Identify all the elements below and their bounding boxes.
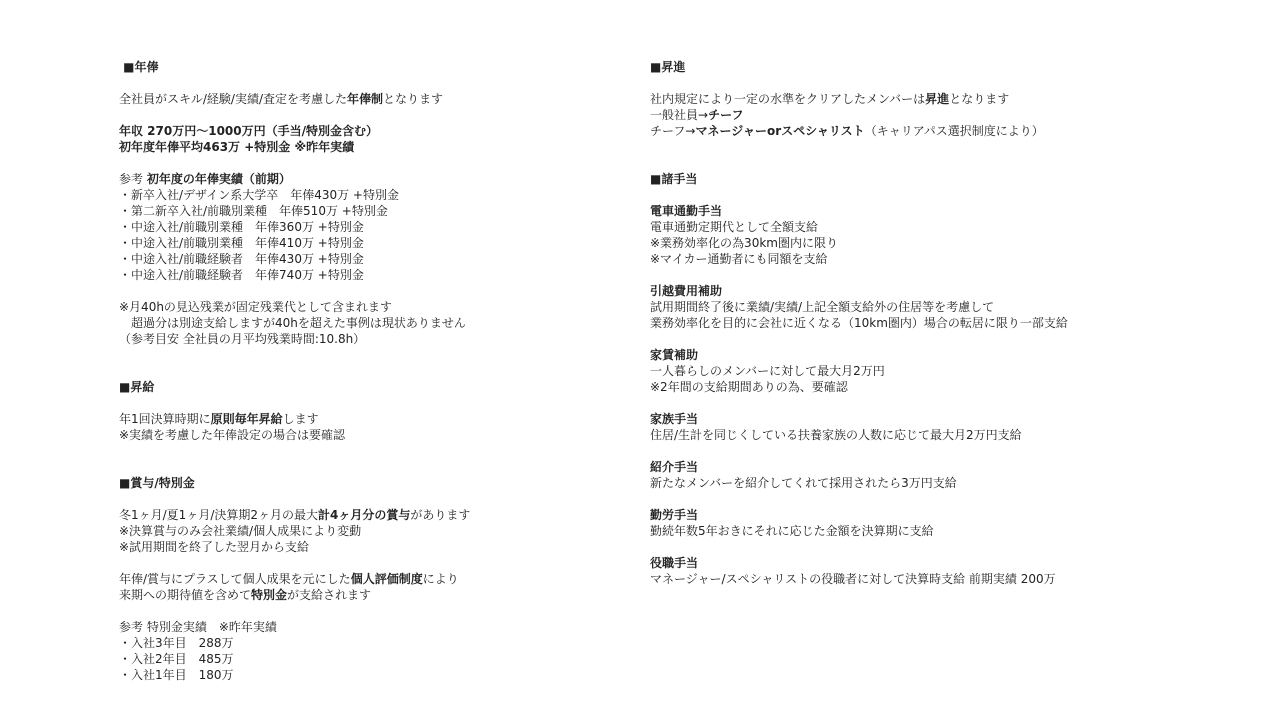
bonus-description: [119, 507, 629, 523]
promotion-text: 社内規定により一定の水準をクリアしたメンバーは: [650, 92, 926, 106]
allowance-moving: [650, 283, 1250, 331]
list-item: ・入社1年目 180万: [119, 668, 234, 682]
left-column: [119, 59, 629, 683]
special-bonus-suffix: が支給されます: [287, 588, 372, 602]
allowance-line: ※マイカー通勤者にも同額を支給: [650, 252, 828, 266]
ref-title-emphasis: 初年度の年俸実績（前期）: [146, 172, 291, 186]
raise-heading: ■昇給: [119, 380, 155, 394]
salary-description: [119, 91, 629, 107]
allowance-line: 住居/生計を同じくしている扶養家族の人数に応じて最大月2万円支給: [650, 428, 1022, 442]
evaluation-emphasis: 個人評価制度: [350, 572, 423, 586]
promotion-description: [650, 91, 1250, 107]
allowance-commute: [650, 203, 1250, 267]
allowance-family: [650, 411, 1250, 443]
special-bonus-emphasis: 特別金: [251, 588, 288, 602]
allowance-service: [650, 507, 1250, 539]
allowance-title: 電車通勤手当: [650, 204, 723, 218]
list-item: ・中途入社/前職別業種 年俸410万 +特別金: [119, 236, 364, 250]
evaluation-text: 年俸/賞与にプラスして個人成果を元にした: [119, 572, 351, 586]
allowance-line: 勤続年数5年おきにそれに応じた金額を決算期に支給: [650, 524, 934, 538]
salary-average: 初年度年俸平均463万 +特別金 ※昨年実績: [119, 140, 355, 154]
salary-reference-title: [119, 171, 629, 187]
path-from: 一般社員→: [650, 108, 709, 122]
allowance-line: 新たなメンバーを紹介してくれて採用されたら3万円支給: [650, 476, 957, 490]
allowance-referral: [650, 459, 1250, 491]
bonus-note: ※決算賞与のみ会社業績/個人成果により変動: [119, 524, 362, 538]
bonus-text: 冬1ヶ月/夏1ヶ月/決算期2ヶ月の最大: [119, 508, 318, 522]
salary-desc-suffix: となります: [383, 92, 444, 106]
path-note: （キャリアパス選択制度により）: [864, 124, 1044, 138]
bonus-emphasis: 計4ヶ月分の賞与: [318, 508, 411, 522]
promotion-emphasis: 昇進: [925, 92, 950, 106]
allowance-title: 役職手当: [650, 556, 699, 570]
salary-desc-text: 全社員がスキル/経験/実績/査定を考慮した: [119, 92, 348, 106]
bonus-suffix: があります: [410, 508, 471, 522]
allowance-line: 一人暮らしのメンバーに対して最大月2万円: [650, 364, 885, 378]
path-to: マネージャーorスペシャリスト: [695, 124, 865, 138]
allowance-line: 電車通勤定期代として全額支給: [650, 220, 819, 234]
bonus-heading: ■賞与/特別金: [119, 476, 195, 490]
raise-suffix: します: [282, 412, 319, 426]
list-item: ・中途入社/前職経験者 年俸430万 +特別金: [119, 252, 364, 266]
list-item: ・中途入社/前職別業種 年俸360万 +特別金: [119, 220, 364, 234]
list-item: ・入社2年目 485万: [119, 652, 234, 666]
path-to: チーフ: [708, 108, 744, 122]
ref-label: 参考: [119, 172, 147, 186]
allowance-position: [650, 555, 1250, 587]
list-item: ・新卒入社/デザイン系大学卒 年俸430万 +特別金: [119, 188, 399, 202]
bonus-note: ※試用期間を終了した翌月から支給: [119, 540, 310, 554]
raise-text: 年1回決算時期に: [119, 412, 211, 426]
list-item: ・第二新卒入社/前職別業種 年俸510万 +特別金: [119, 204, 388, 218]
allowance-title: 引越費用補助: [650, 284, 723, 298]
evaluation-description: [119, 571, 629, 587]
list-item: ・中途入社/前職経験者 年俸740万 +特別金: [119, 268, 364, 282]
allowances-heading: ■諸手当: [650, 172, 698, 186]
allowance-title: 家族手当: [650, 412, 699, 426]
path-from: チーフ→: [650, 124, 696, 138]
allowance-title: 家賃補助: [650, 348, 699, 362]
allowance-line: ※業務効率化の為30km圏内に限り: [650, 236, 838, 250]
raise-emphasis: 原則毎年昇給: [210, 412, 283, 426]
promotion-path-chief: [650, 107, 1250, 123]
raise-description: [119, 411, 629, 427]
evaluation-suffix: により: [422, 572, 459, 586]
list-item: ・入社3年目 288万: [119, 636, 234, 650]
special-bonus-text: 来期への期待値を含めて: [119, 588, 252, 602]
promotion-heading: ■昇進: [650, 60, 686, 74]
allowance-title: 勤労手当: [650, 508, 699, 522]
allowance-line: ※2年間の支給期間ありの為、要確認: [650, 380, 848, 394]
allowance-rent: [650, 347, 1250, 395]
salary-desc-emphasis: 年俸制: [347, 92, 384, 106]
allowance-title: 紹介手当: [650, 460, 699, 474]
overtime-note: 超過分は別途支給しますが40hを超えた事例は現状ありません: [119, 316, 466, 330]
special-bonus-ref-title: 参考 特別金実績 ※昨年実績: [119, 620, 277, 634]
promotion-suffix: となります: [949, 92, 1010, 106]
allowance-line: 業務効率化を目的に会社に近くなる（10km圏内）場合の転居に限り一部支給: [650, 316, 1068, 330]
right-column: [650, 59, 1250, 587]
overtime-note: ※月40hの見込残業が固定残業代として含まれます: [119, 300, 392, 314]
special-bonus-description: [119, 587, 629, 603]
salary-range: 年収 270万円～1000万円（手当/特別金含む）: [119, 124, 379, 138]
overtime-note: （参考目安 全社員の月平均残業時間:10.8h）: [119, 332, 366, 346]
allowance-line: 試用期間終了後に業績/実績/上記全額支給外の住居等を考慮して: [650, 300, 995, 314]
raise-note: ※実績を考慮した年俸設定の場合は要確認: [119, 428, 346, 442]
salary-records: [119, 187, 629, 283]
allowance-line: マネージャー/スペシャリストの役職者に対して決算時支給 前期実績 200万: [650, 572, 1056, 586]
promotion-path-manager: [650, 123, 1250, 139]
salary-heading: ■年俸: [119, 60, 159, 74]
